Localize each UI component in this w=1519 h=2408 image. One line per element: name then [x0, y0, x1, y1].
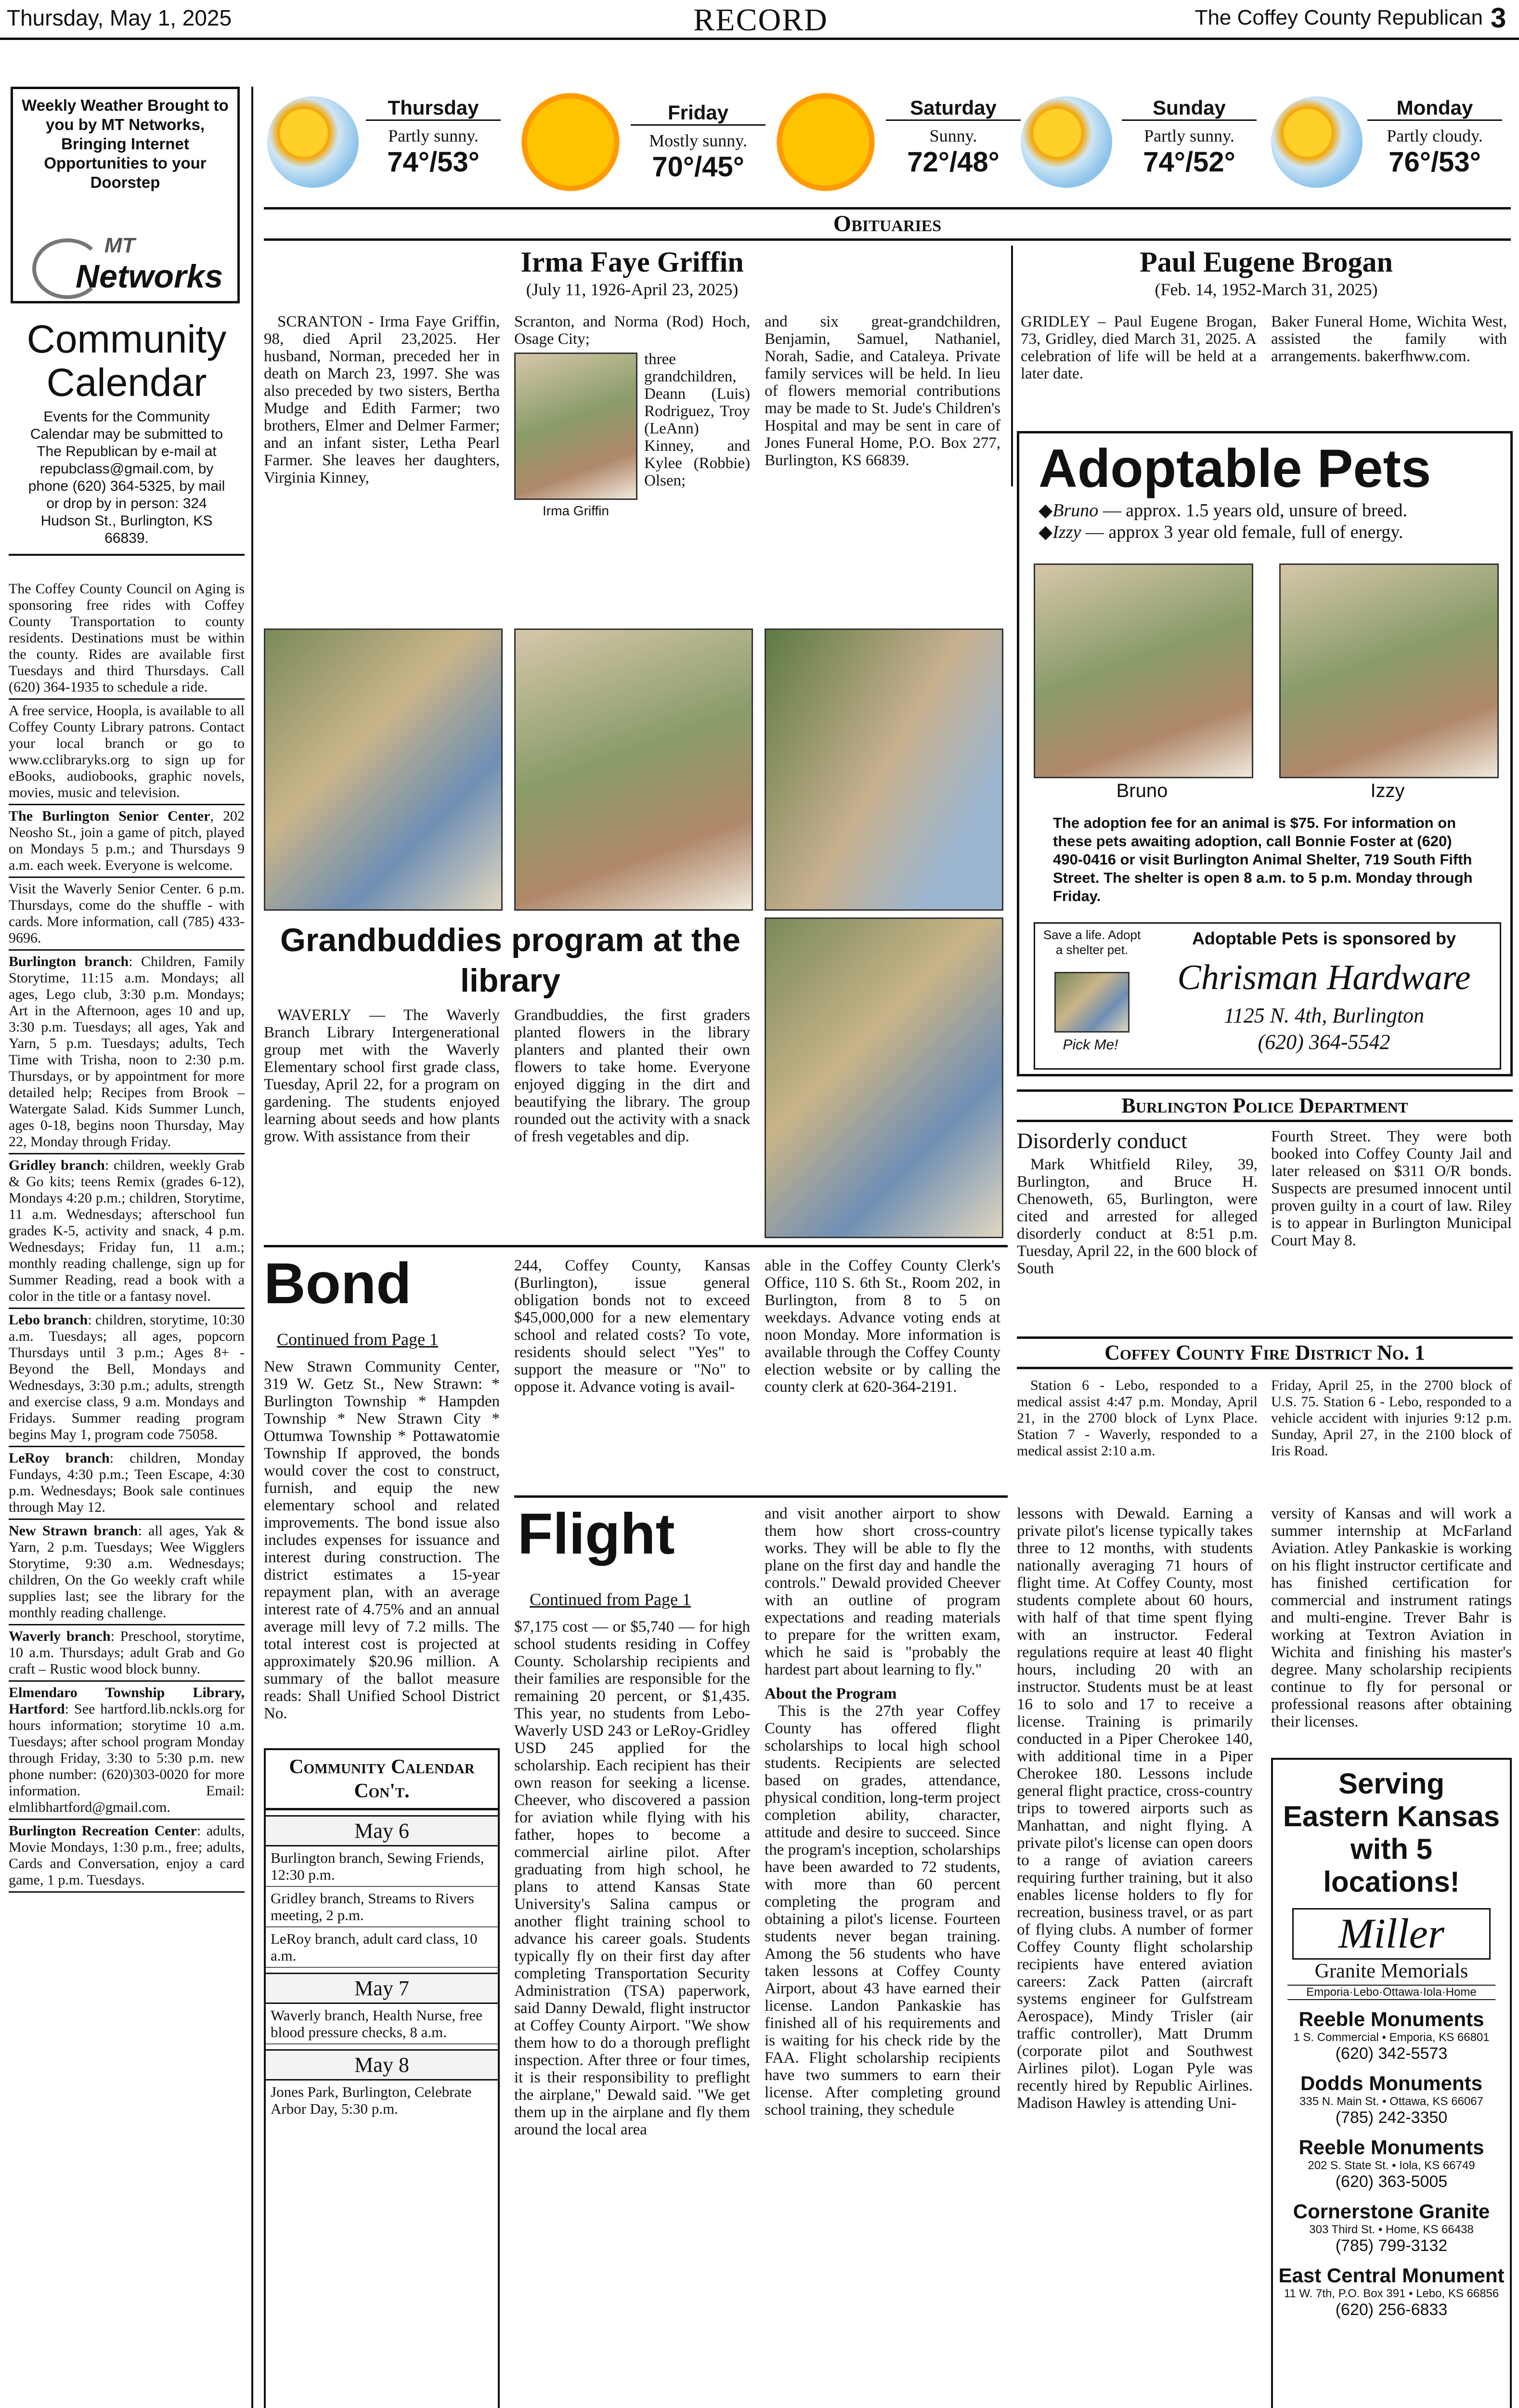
calendar-entry: LeRoy branch: children, Monday Fundays, 4:30 p.m.; Teen Escape, 4:30 p.m. Wednesdays; Book sale continues through May 12.: [9, 1447, 245, 1520]
grandbuddies-photo-1: [264, 628, 503, 911]
weather-day-3: Saturday Sunny. 72°/48°: [886, 96, 1021, 178]
calendar-entry: Elmendaro Township Library, Hartford: See hartford.lib.nckls.org for hours information; storytime 10 a.m. Tuesdays; after school program Monday through Friday, 3:30 to 5:30 p.m. new phone number: (620)303-0020 for more information. Email: elmlibhartford@gmail.com.: [9, 1682, 245, 1820]
police-banner: Burlington Police Department: [1017, 1089, 1513, 1122]
fire-banner: Coffey County Fire District No. 1: [1017, 1336, 1513, 1369]
header-rule: [0, 38, 1519, 40]
cal-cont-item: Gridley branch, Streams to Rivers meeting, 2 p.m.: [266, 1887, 498, 1927]
cal-cont-item: LeRoy branch, adult card class, 10 a.m.: [266, 1927, 498, 1968]
calendar-entry: Gridley branch: children, weekly Grab & Go kits; teens Remix (grades 6-12), Mondays 4:20 p.m.; children, Storytime, 11 a.m. Wednesdays; afterschool fun grades K-5, activity and snack, 4 p.m. Wednesdays; Friday fun, 11 a.m.; monthly reading challenge, sign up for Summer Reading, read a book with a color in the title or a fantasy novel.: [9, 1154, 245, 1309]
cal-cont-item: Waverly branch, Health Nurse, free blood pressure checks, 8 a.m.: [266, 2004, 498, 2044]
miller-location: Dodds Monuments 335 N. Main St. • Ottawa, KS 66067 (785) 242-3350: [1299, 2072, 1483, 2127]
community-calendar: [9, 318, 245, 556]
calendar-intro: Events for the Community Calendar may be submitted to The Republican by e-mail at repubclass@gmail.com, by phone (620) 364-5325, by mail or drop by in person: 324 Hudson St., Burlington, KS 66839.: [9, 405, 245, 556]
header-date: Thursday, May 1, 2025: [7, 5, 232, 30]
calendar-entry: The Burlington Senior Center, 202 Neosho St., join a game of pitch, played on Mondays 5 p.m.; and Thursdays 9 a.m. each week. Everyone is welcome.: [9, 805, 245, 878]
weather-day-1: Thursday Partly sunny. 74°/53°: [366, 96, 501, 178]
miller-location: Cornerstone Granite 303 Third St. • Home, KS 66438 (785) 799-3132: [1293, 2200, 1490, 2255]
miller-granite-ad: [1271, 1758, 1512, 2408]
brogan-col-2: Baker Funeral Home, Wichita West, assisted the family with arrangements. bakerfhww.com.: [1271, 313, 1507, 365]
section-rule-1: [264, 1245, 1008, 1247]
calendar-entry: Waverly branch: Preschool, storytime, 10 a.m. Thursdays; adult Grab and Go craft – Rustic wood block bunny.: [9, 1625, 245, 1682]
chrisman-small: Save a life. Adopt a shelter pet.: [1043, 928, 1141, 957]
brogan-name: Paul Eugene Brogan: [1140, 246, 1393, 278]
miller-logo-sub: Granite Memorials: [1314, 1960, 1468, 1982]
dog-icon: [1054, 972, 1130, 1033]
griffin-dates: (July 11, 1926-April 23, 2025): [526, 280, 739, 299]
cal-cont-day-head: May 6: [266, 1815, 498, 1846]
police-heading: Disorderly conduct: [1017, 1128, 1187, 1153]
weather-day-4: Sunday Partly sunny. 74°/52°: [1122, 96, 1257, 178]
partly-sunny-icon: [1021, 96, 1112, 188]
miller-towns: Emporia·Lebo·Ottawa·Iola·Home: [1287, 1985, 1495, 2000]
griffin-col-3: and six great-grandchildren, Benjamin, Samuel, Nathaniel, Norah, Sadie, and Cataleya. Private family services will be held. In lieu of flowers memorial contributions may be made to St. Jude's Children's Hospital and may be sent in care of Jones Funeral Home, P.O. Box 277, Burlington, KS 66839.: [765, 313, 1000, 469]
weather-day-2: Friday Mostly sunny. 70°/45°: [631, 101, 766, 183]
miller-logo: Miller: [1292, 1908, 1491, 1960]
chrisman-sponsor-line: Adoptable Pets is sponsored by: [1192, 929, 1456, 948]
cal-cont-item: Jones Park, Burlington, Celebrate Arbor Day, 5:30 p.m.: [271, 2083, 472, 2117]
cal-cont-day-head: May 8: [266, 2049, 498, 2081]
bond-col-3: able in the Coffey County Clerk's Office, 110 S. 6th St., Room 202, in Burlington, from 8 to 5 on weekdays. Advance voting ends at noon Monday. More information is available through the Coffey County election website or by calling the county clerk at 620-364-2191.: [765, 1257, 1000, 1396]
griffin-col-2: Scranton, and Norma (Rod) Hoch, Osage City; Irma Griffin three grandchildren, Deann (Luis) Rodriguez, Troy (LeAnn) Kinney, and Kylee (Robbie) Olsen;: [514, 313, 750, 518]
bond-col-2: 244, Coffey County, Kansas (Burlington), issue general obligation bonds not to exceed $45,000,000 for a new elementary school and related costs? To vote, residents should select "Yes" to support the measure or "No" to oppose it. Advance voting is avail-: [514, 1257, 750, 1396]
header-page-number: 3: [1491, 2, 1506, 34]
flight-col-3: lessons with Dewald. Earning a private pilot's license typically takes three to 12 months, with students nationally averaging 71 hours of flight time. At Coffey County, most students complete about 60 hours, with half of that time spent flying with an instructor. Federal regulations require at least 40 flight hours, including 20 with an instructor. Students must be at least 16 to solo and 17 to receive a license. Training is primarily conducted in a Piper Cherokee 140, with additional time in a Piper Cherokee 180. Lessons include general flight practice, cross-country trips to towered airports such as Manhattan, and night flying. A private pilot's license can open doors to a range of aviation careers requiring further training, but it also enables license holders to fly for recreation, business travel, or as part of flying clubs. A number of former Coffey County flight scholarship recipients have entered aviation careers: Zack Patten (aircraft systems engineer for Gulfstream Aerospace), Mindy Trisler (air traffic controller), Matt Drumm (corporate pilot and Southwest Airlines pilot). Logan Pyle was recently hired by Republic Airlines. Madison Hawley is attending Uni-: [1017, 1505, 1253, 2112]
miller-location: Reeble Monuments 202 S. State St. • Iola, KS 66749 (620) 363-5005: [1298, 2136, 1484, 2191]
brogan-dates: (Feb. 14, 1952-March 31, 2025): [1155, 280, 1378, 299]
pet-photo-bruno: [1034, 563, 1253, 778]
chrisman-ad: [1034, 922, 1501, 1070]
chrisman-addr: 1125 N. 4th, Burlington: [1224, 1004, 1424, 1027]
griffin-photo: Irma Griffin: [514, 353, 637, 500]
calendar-entry: Burlington branch: Children, Family Storytime, 11:15 a.m. Mondays; all ages, Lego club, 3:30 p.m. Mondays; Art in the Afternoon, ages 10 and up, 3:30 p.m. Tuesdays; all ages, Yak and Yarn, 5 p.m. Tuesdays; adults, Tech Time with Trisha, noon to 2:30 p.m. Thursdays, or by appointment for more detailed help; Recipes from Brook – Watergate Salad. Kids Summer Lunch, ages 0-18, begins noon Thursday, May 22, Monday through Friday.: [9, 951, 245, 1154]
calendar-entry: Burlington Recreation Center: adults, Movie Mondays, 1:30 p.m., free; adults, Cards and Conversation, enjoy a card game, 1 p.m. Tuesdays.: [9, 1820, 245, 1893]
bond-headline: Bond: [264, 1251, 412, 1316]
bond-continued: Continued from Page 1: [277, 1330, 438, 1349]
obituaries-banner: Obituaries: [264, 207, 1511, 241]
griffin-name: Irma Faye Griffin: [520, 246, 744, 278]
calendar-entry: The Coffey County Council on Aging is sponsoring free rides with Coffey County Transportation to county residents. Destinations must be within the county. Rides are available first Tuesdays and third Thursdays. Call (620) 364-1935 to schedule a ride.: [9, 578, 245, 700]
cal-cont-day-head: May 7: [266, 1973, 498, 2004]
police-col-2: Fourth Street. They were both booked into Coffey County Jail and later released on $311 O/R bonds. Suspects are presumed innocent until proven guilty in a court of law. Riley is to appear in Burlington Municipal Court May 8.: [1271, 1128, 1512, 1249]
obit-divider: [1011, 246, 1013, 486]
partly-sunny-icon: [267, 96, 359, 188]
fire-col-2: Friday, April 25, in the 2700 block of U.S. 75. Station 6 - Lebo, responded to a vehicle accident with injuries 9:12 p.m. Sunday, April 27, in the 2100 block of Iris Road.: [1271, 1377, 1512, 1459]
calendar-continued-box: [264, 1748, 500, 2408]
header-section: RECORD: [693, 2, 828, 38]
grandbuddies-photo-4: [765, 917, 1003, 1238]
sun-icon: [515, 87, 626, 197]
weather-sponsor-text: Weekly Weather Brought to you by MT Networks, Bringing Internet Opportunities to your Doorstep: [22, 96, 229, 191]
grandbuddies-col-1: WAVERLY — The Waverly Branch Library Intergenerational group met with the Waverly Elementary school first grade class, Tuesday, April 22, for a program on gardening. The students enjoyed learning about seeds and how plants grow. With assistance from their: [264, 1007, 500, 1145]
cal-cont-item: Burlington branch, Sewing Friends, 12:30 p.m.: [266, 1846, 498, 1887]
pets-line-1: ◆Bruno — approx. 1.5 years old, unsure of breed.: [1039, 500, 1407, 521]
miller-locations: [1273, 2008, 1510, 2319]
pets-line-2: ◆Izzy — approx 3 year old female, full of energy.: [1039, 522, 1403, 542]
pets-info: The adoption fee for an animal is $75. For information on these pets awaiting adoption, call Bonnie Foster at (620) 490-0416 or visit Burlington Animal Shelter, 719 South Fifth Street. The shelter is open 8 a.m. to 5 p.m. Monday through Friday.: [1053, 814, 1473, 904]
weather-strip: [260, 82, 1512, 207]
pet-caption-izzy: Izzy: [1370, 780, 1405, 801]
calendar-entry: Lebo branch: children, storytime, 10:30 a.m. Tuesdays; all ages, popcorn Thursdays until 3 p.m.; Ages 8+ - Beyond the Bell, Mondays and Wednesdays, 3:30 p.m.; adults, strength and exercise class, 9 a.m. Mondays and Fridays. Summer reading program begins May 1, program code 75058.: [9, 1309, 245, 1447]
pets-title: Adoptable Pets: [1039, 438, 1431, 498]
left-column-rule: [251, 87, 253, 2408]
calendar-entry: A free service, Hoopla, is available to all Coffey County Library patrons. Contact your local branch or go to www.cclibraryks.org to sign up for eBooks, audiobooks, graphic novels, movies, music and television.: [9, 700, 245, 805]
pet-caption-bruno: Bruno: [1116, 780, 1168, 801]
flight-col-1: $7,175 cost — or $5,740 — for high school students residing in Coffey County. Scholarship recipients and their families are responsible for the remaining 20 percent, or $1,435. This year, no students from Lebo-Waverly USD 243 or LeRoy-Gridley USD 245 applied for the scholarship. Each recipient has their own reason for seeking a license. Cheever, who discovered a passion for aviation while flying with his father, hopes to become a commercial airline pilot. After graduating from high school, he plans to attend Kansas State University's Salina campus or another flight training school to advance his career goals. Students typically fly on their first day after completing Transportation Security Administration (TSA) paperwork, said Danny Dewald, flight instructor at Coffey County Airport. "We show them how to do a thorough preflight inspection. After three or four times, it is their responsibility to preflight the airplane," Dewald said. "We get them up in the airplane and fly them around the local area: [514, 1618, 750, 2138]
flight-headline: Flight: [518, 1502, 675, 1566]
chrisman-phone: (620) 364-5542: [1258, 1030, 1390, 1054]
bond-col-1: New Strawn Community Center, 319 W. Getz St., New Strawn: * Burlington Township * Hampden Township * New Strawn City * Ottumwa Township * Pottawatomie Township If approved, the bonds would cover the cost to construct, furnish, and equip the new elementary school and related improvements. The bond issue also includes expenses for issuance and interest during construction. The district estimates a 15-year repayment plan, with an average interest rate of 4.75% and an annual average mill levy of 7.2 mills. The total interest cost is projected at approximately $20.96 million. A summary of the ballot measure reads: Shall Unified School District No.: [264, 1358, 500, 1722]
brogan-col-1: GRIDLEY – Paul Eugene Brogan, 73, Gridley, died March 31, 2025. A celebration of life will be held at a later date.: [1021, 313, 1257, 382]
miller-headline: Serving Eastern Kansas with 5 locations!: [1283, 1767, 1500, 1898]
grandbuddies-photo-3: [765, 628, 1003, 911]
calendar-continued-banner: Community Calendar Con't.: [266, 1750, 498, 1810]
chrisman-pick: Pick Me!: [1063, 1037, 1118, 1053]
grandbuddies-col-2: Grandbuddies, the first graders planted flowers in the library planters and planted their own flowers to take home. Everyone enjoyed digging in the dirt and beautifying the library. The group rounded out the activity with a snack of fresh vegetables and dip.: [514, 1007, 750, 1145]
miller-location: East Central Monument 11 W. 7th, P.O. Box 391 • Lebo, KS 66856 (620) 256-6833: [1278, 2264, 1505, 2319]
mt-networks-logo: MT Networks: [32, 234, 220, 296]
flight-col-2: and visit another airport to show them how short cross-country works. They will be able to fly the plane on the first day and handle the controls." Dewald provided Cheever with an outline of program expectations and reading materials to prepare for the written exam, which he said is "probably the hardest part about learning to fly." About the Program This is the 27th year Coffey County has offered flight scholarships to local high school students. Recipients are selected based on grades, attendance, physical condition, long-term project completion ability, character, attitude and desire to succeed. Since the program's inception, scholarships have been awarded to 72 students, with more than 60 percent completing the program and obtaining a pilot's license. Fourteen students never began training. Among the 56 students who have taken lessons at Coffey County Airport, about 43 have earned their license. Landon Pankaskie has finished all of his requirements and is waiting for his check ride by the FAA. Flight scholarship recipients have two summers to earn their license. After completing ground school training, they schedule: [765, 1505, 1000, 2119]
header-paper: The Coffey County Republican: [1194, 6, 1483, 29]
flight-col-4: versity of Kansas and will work a summer internship at McFarland Aviation. Atley Pankaskie is working on his flight instructor certificate and has finished certification for commercial and instrument ratings and multi-engine. Trever Bahr is working at Textron Aviation in Wichita and finishing his master's degree. Many scholarship recipients continue to fly for personal or professional reasons after obtaining their licenses.: [1271, 1505, 1512, 1730]
griffin-col-1: SCRANTON - Irma Faye Griffin, 98, died April 23,2025. Her husband, Norman, preceded her in death on March 23, 1997. She was also preceded by two sisters, Bertha Mudge and Edith Farmer; two brothers, Elmer and Delmer Farmer; and an infant sister, Letha Pearl Farmer. She leaves her daughters, Virginia Kinney,: [264, 313, 500, 486]
calendar-entry: Visit the Waverly Senior Center. 6 p.m. Thursdays, come do the shuffle - with cards. More information, call (785) 433-9696.: [9, 878, 245, 951]
weather-day-5: Monday Partly cloudy. 76°/53°: [1367, 96, 1502, 178]
grandbuddies-photo-2: [514, 628, 753, 911]
miller-location: Reeble Monuments 1 S. Commercial • Emporia, KS 66801 (620) 342-5573: [1293, 2008, 1490, 2063]
calendar-entry: New Strawn branch: all ages, Yak & Yarn, 2 p.m. Tuesdays; Wee Wigglers Storytime, 9:30 a.m. Wednesdays; children, On the Go weekly craft while supplies last; see the library for the monthly reading challenge.: [9, 1520, 245, 1625]
police-col-1: Mark Whitfield Riley, 39, Burlington, and Bruce H. Chenoweth, 65, Burlington, were cited and arrested for alleged disorderly conduct at 8:51 p.m. Tuesday, April 22, in the 600 block of South: [1017, 1156, 1258, 1277]
weather-sponsor-box: [11, 87, 240, 303]
pet-photo-izzy: [1279, 563, 1499, 778]
section-rule-2: [514, 1495, 1008, 1498]
grandbuddies-headline: Grandbuddies program at the library: [280, 922, 740, 999]
fire-col-1: Station 6 - Lebo, responded to a medical assist 4:47 p.m. Monday, April 21, in the 2700 block of Lynx Place. Station 7 - Waverly, responded to a medical assist 2:10 a.m.: [1017, 1377, 1258, 1459]
sun-icon: [770, 87, 881, 197]
flight-continued: Continued from Page 1: [530, 1590, 691, 1609]
calendar-title: Community Calendar: [26, 317, 227, 405]
chrisman-name: Chrisman Hardware: [1177, 958, 1471, 997]
partly-cloudy-icon: [1271, 96, 1363, 188]
calendar-entries: [9, 578, 245, 1893]
adoptable-pets-box: [1017, 431, 1513, 1076]
